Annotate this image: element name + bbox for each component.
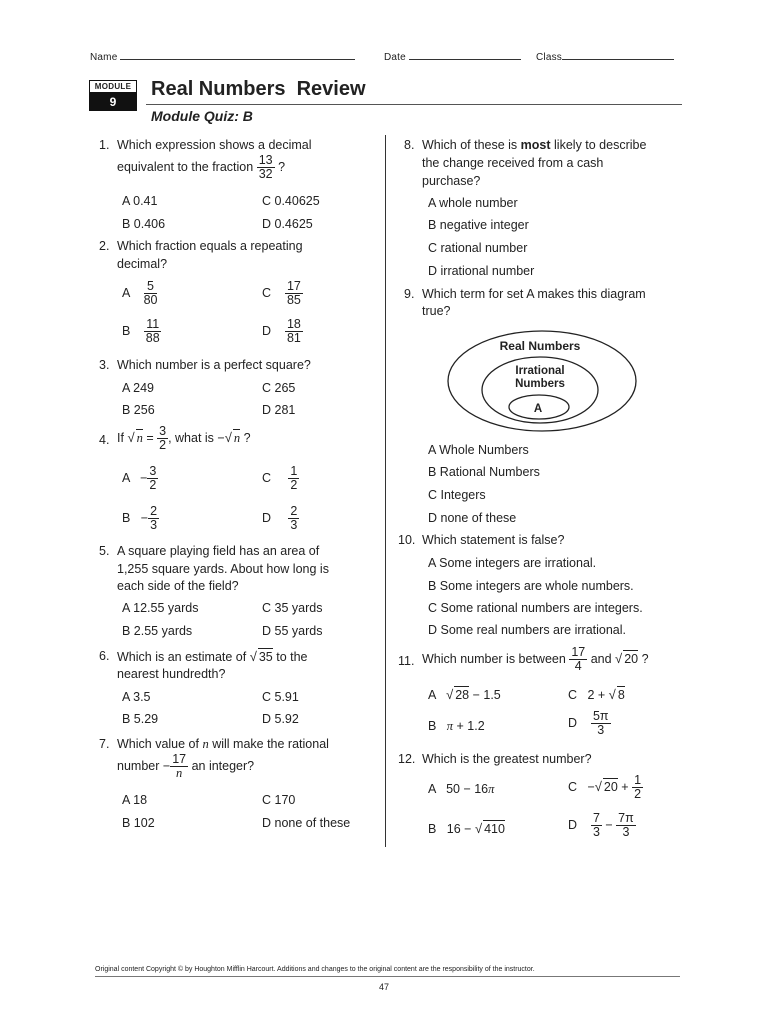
q11-text: Which number is between $\frac{17}{4}$ and √ 20 ? bbox=[422, 645, 649, 673]
q9-line2: true? bbox=[422, 304, 451, 318]
q7-line2: number − $\frac{17}{n}$ an integer? bbox=[117, 752, 255, 780]
q4-choice-d[interactable]: D $\frac{2}{3}$ bbox=[262, 504, 298, 532]
q10-choice-c[interactable]: C Some rational numbers are integers. bbox=[428, 601, 643, 615]
q1-num: 1. bbox=[99, 138, 110, 152]
q2-choice-c[interactable]: C $\frac{17}{85}$ bbox=[262, 279, 301, 307]
q11-choice-a[interactable]: A √ 28 − 1.5 bbox=[428, 687, 501, 702]
q5-line1: A square playing field has an area of bbox=[117, 544, 320, 558]
q10-text: Which statement is false? bbox=[422, 533, 565, 547]
q9-line1: Which term for set A makes this diagram bbox=[422, 287, 646, 301]
module-label: MODULE bbox=[89, 80, 137, 93]
q8-choice-d[interactable]: D irrational number bbox=[428, 264, 535, 278]
irrational-label-1: Irrational bbox=[515, 365, 565, 377]
q12-choice-a[interactable]: A 50 − 16π bbox=[428, 782, 495, 796]
q2-line1: Which fraction equals a repeating bbox=[117, 239, 303, 253]
q8-choice-c[interactable]: C rational number bbox=[428, 241, 528, 255]
q7-choice-a[interactable]: A 18 bbox=[122, 793, 148, 807]
q1-choice-b[interactable]: B 0.406 bbox=[122, 217, 166, 231]
q1-choice-d[interactable]: D 0.4625 bbox=[262, 217, 313, 231]
real-numbers-label: Real Numbers bbox=[499, 339, 581, 353]
q7-num: 7. bbox=[99, 737, 110, 751]
q5-line3: each side of the field? bbox=[117, 579, 239, 593]
q6-choice-a[interactable]: A 3.5 bbox=[122, 690, 151, 704]
q11-num: 11. bbox=[398, 654, 415, 668]
q10-num: 10. bbox=[398, 533, 416, 547]
q11-choice-c[interactable]: C 2 + √ 8 bbox=[568, 687, 625, 702]
venn-diagram bbox=[446, 329, 638, 433]
q2-choice-a[interactable]: A $\frac{5}{80}$ bbox=[122, 279, 158, 307]
class-field bbox=[536, 50, 674, 63]
q4-num: 4. bbox=[99, 433, 110, 447]
q11-choice-b[interactable]: B π + 1.2 bbox=[428, 719, 485, 733]
column-divider bbox=[385, 135, 386, 847]
q4-text: If √ n = $\frac{3}{2}$ , what is −√ n ? bbox=[117, 424, 251, 452]
q5-choice-c[interactable]: C 35 yards bbox=[262, 601, 323, 615]
q8-choice-a[interactable]: A whole number bbox=[428, 196, 518, 210]
q8-choice-b[interactable]: B negative integer bbox=[428, 218, 529, 232]
q5-choice-a[interactable]: A 12.55 yards bbox=[122, 601, 199, 615]
q6-choice-d[interactable]: D 5.92 bbox=[262, 712, 299, 726]
irrational-label-2: Numbers bbox=[515, 378, 565, 390]
q1-choice-a[interactable]: A 0.41 bbox=[122, 194, 158, 208]
module-number: 9 bbox=[89, 93, 137, 111]
q7-line1: Which value of n will make the rational bbox=[117, 737, 329, 751]
q3-choice-c[interactable]: C 265 bbox=[262, 381, 296, 395]
name-field bbox=[90, 50, 355, 63]
page-subtitle: Module Quiz: B bbox=[151, 108, 253, 124]
q5-line2: 1,255 square yards. About how long is bbox=[117, 562, 329, 576]
q1-line2: equivalent to the fraction $\frac{13}{32}$ ? bbox=[117, 153, 286, 181]
q2-choice-b[interactable]: B $\frac{11}{88}$ bbox=[122, 317, 160, 345]
q1-line1: Which expression shows a decimal bbox=[117, 138, 312, 152]
q5-num: 5. bbox=[99, 544, 110, 558]
date-label: Date bbox=[384, 52, 406, 63]
page-number: 47 bbox=[379, 982, 390, 992]
set-a-label: A bbox=[533, 403, 543, 415]
q5-choice-d[interactable]: D 55 yards bbox=[262, 624, 323, 638]
name-label: Name bbox=[90, 52, 118, 63]
q8-line2: the change received from a cash bbox=[422, 156, 604, 170]
page-title: Real Numbers Review bbox=[151, 78, 366, 100]
q12-choice-d[interactable]: D $\frac{7}{3}$ − $\frac{7\pi}{3}$ bbox=[568, 811, 634, 839]
q4-choice-a[interactable]: A − $\frac{3}{2}$ bbox=[122, 464, 157, 492]
q4-choice-c[interactable]: C $\frac{1}{2}$ bbox=[262, 464, 298, 492]
q9-num: 9. bbox=[404, 287, 415, 301]
q7-choice-c[interactable]: C 170 bbox=[262, 793, 296, 807]
q11-choice-d[interactable]: D $\frac{5\pi}{3}$ bbox=[568, 709, 609, 737]
q10-choice-d[interactable]: D Some real numbers are irrational. bbox=[428, 623, 626, 637]
q6-choice-c[interactable]: C 5.91 bbox=[262, 690, 299, 704]
q12-choice-b[interactable]: B 16 − √ 410 bbox=[428, 821, 505, 836]
q9-choice-a[interactable]: A Whole Numbers bbox=[428, 443, 529, 457]
q4-choice-b[interactable]: B − $\frac{2}{3}$ bbox=[122, 504, 158, 532]
q8-line3: purchase? bbox=[422, 174, 481, 188]
q10-choice-a[interactable]: A Some integers are irrational. bbox=[428, 556, 597, 570]
q8-num: 8. bbox=[404, 138, 415, 152]
q6-num: 6. bbox=[99, 649, 110, 663]
q1-choice-c[interactable]: C 0.40625 bbox=[262, 194, 320, 208]
q7-choice-b[interactable]: B 102 bbox=[122, 816, 155, 830]
module-badge bbox=[89, 80, 137, 118]
q6-choice-b[interactable]: B 5.29 bbox=[122, 712, 159, 726]
q3-num: 3. bbox=[99, 358, 110, 372]
class-label: Class bbox=[536, 52, 563, 63]
q1-fraction: $\frac{13}{32}$ bbox=[258, 153, 273, 181]
q9-choice-c[interactable]: C Integers bbox=[428, 488, 486, 502]
q9-choice-d[interactable]: D none of these bbox=[428, 511, 517, 525]
date-field bbox=[384, 50, 521, 63]
q5-choice-b[interactable]: B 2.55 yards bbox=[122, 624, 193, 638]
q12-text: Which is the greatest number? bbox=[422, 752, 592, 766]
q3-choice-a[interactable]: A 249 bbox=[122, 381, 154, 395]
q6-line1: Which is an estimate of √ 35 to the bbox=[117, 649, 308, 664]
copyright-notice: Original content Copyright © by Houghton Mifflin Harcourt. Additions and changes to the original content are the responsibility of the instructor. bbox=[95, 966, 535, 973]
q12-choice-c[interactable]: C −√ 20 + $\frac{1}{2}$ bbox=[568, 773, 642, 801]
q12-num: 12. bbox=[398, 752, 416, 766]
q8-line1: Which of these is most likely to describe bbox=[422, 138, 647, 152]
q3-choice-d[interactable]: D 281 bbox=[262, 403, 296, 417]
footer-divider bbox=[95, 976, 680, 977]
title-divider bbox=[146, 104, 682, 105]
q7-choice-d[interactable]: D none of these bbox=[262, 816, 351, 830]
q10-choice-b[interactable]: B Some integers are whole numbers. bbox=[428, 579, 634, 593]
q6-line2: nearest hundredth? bbox=[117, 667, 226, 681]
q9-choice-b[interactable]: B Rational Numbers bbox=[428, 465, 540, 479]
q2-line2: decimal? bbox=[117, 257, 168, 271]
q2-num: 2. bbox=[99, 239, 110, 253]
q2-choice-d[interactable]: D $\frac{18}{81}$ bbox=[262, 317, 301, 345]
q3-choice-b[interactable]: B 256 bbox=[122, 403, 155, 417]
q3-text: Which number is a perfect square? bbox=[117, 358, 311, 372]
